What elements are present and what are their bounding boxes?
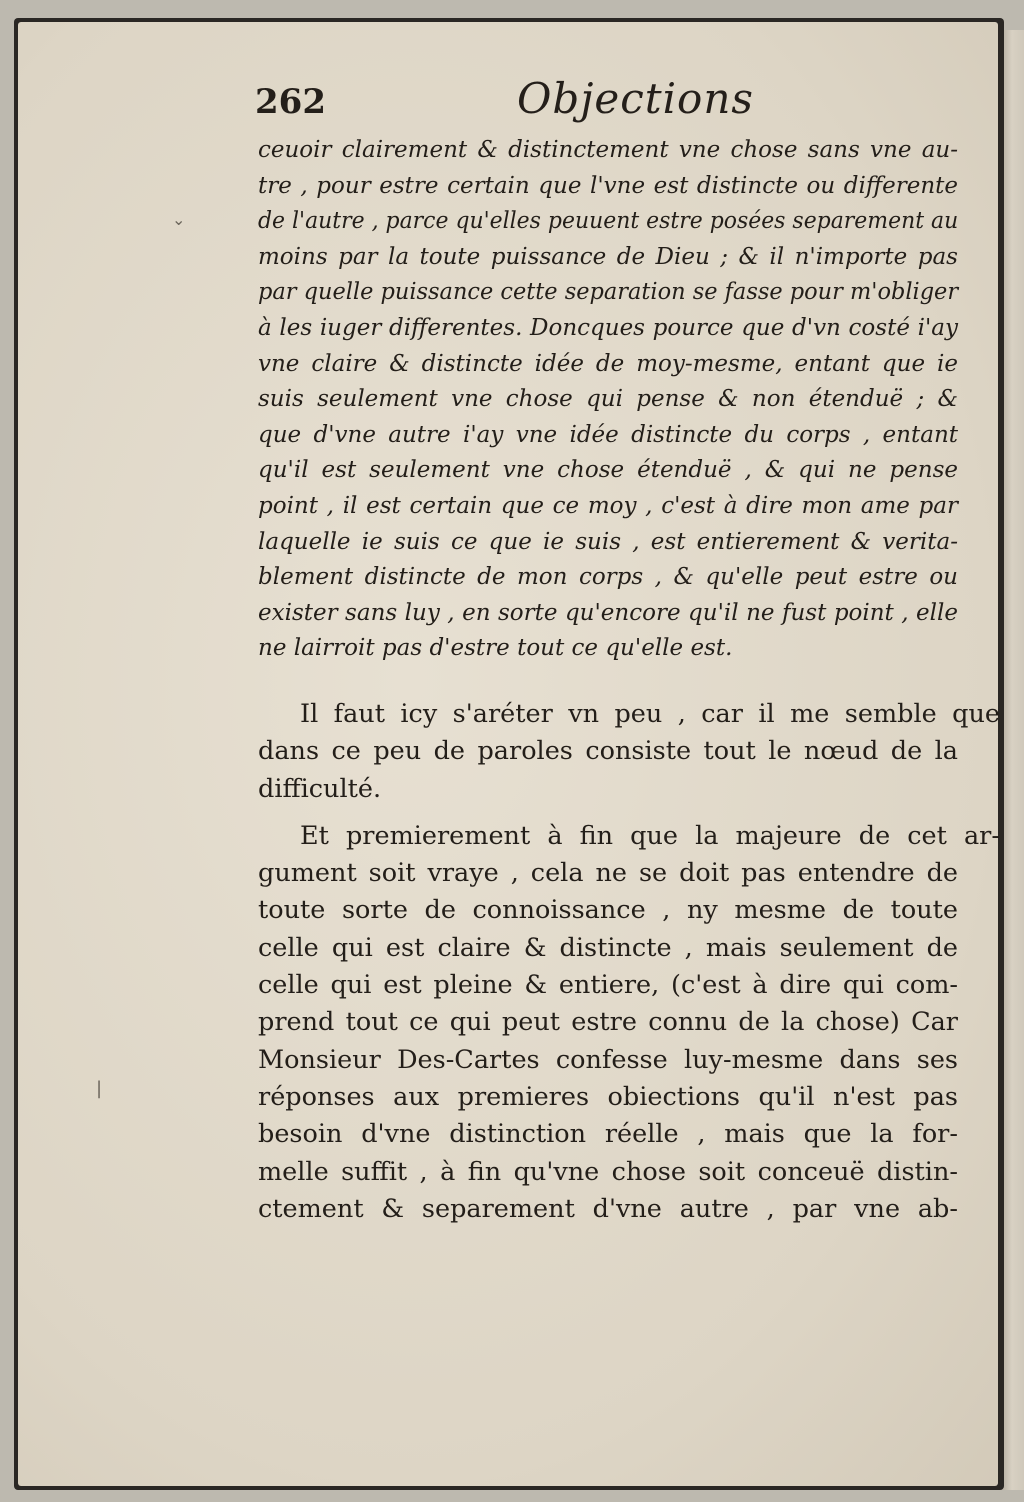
body-line: Monsieur Des-Cartes confesse luy-mesme dans ses xyxy=(258,1044,958,1075)
margin-mark: ⌄ xyxy=(172,210,186,229)
italic-line: de l'autre , parce qu'elles peuuent estre posées separement au xyxy=(258,208,959,235)
italic-line: suis seulement vne chose qui pense & non étenduë ; & xyxy=(258,386,958,413)
italic-line: moins par la toute puissance de Dieu ; & il n'importe pas xyxy=(258,243,958,270)
body-text xyxy=(258,696,1000,1228)
body-line: réponses aux premieres obiections qu'il n'est pas xyxy=(258,1081,958,1112)
body-line: gument soit vraye , cela ne se doit pas entendre de xyxy=(258,858,958,889)
body-line: dans ce peu de paroles consiste tout le nœud de la xyxy=(258,736,958,767)
body-line: difficulté. xyxy=(258,773,382,804)
italic-line: par quelle puissance cette separation se fasse pour m'obliger xyxy=(258,279,959,306)
italic-line: blement distincte de mon corps , & qu'elle peut estre ou xyxy=(258,564,958,591)
running-title: Objections xyxy=(517,74,754,123)
italic-line: à les iuger differentes. Doncques pource que d'vn costé i'ay xyxy=(258,314,958,341)
italic-line: point , il est certain que ce moy , c'est à dire mon ame par xyxy=(258,492,958,519)
italic-line: vne claire & distincte idée de moy-mesme, entant que ie xyxy=(258,350,958,377)
page-number: 262 xyxy=(255,82,326,122)
italic-line: que d'vne autre i'ay vne idée distincte du corps , entant xyxy=(258,421,958,448)
running-head xyxy=(255,72,955,132)
body-line: besoin d'vne distinction réelle , mais que la for- xyxy=(258,1119,958,1150)
italic-line: ne lairroit pas d'estre tout ce qu'elle est. xyxy=(258,635,733,662)
italic-line: laquelle ie suis ce que ie suis , est entierement & verita- xyxy=(258,528,958,555)
margin-mark: | xyxy=(96,1078,103,1099)
body-line: Et premierement à fin que la majeure de cet ar- xyxy=(300,820,1000,851)
body-line: celle qui est claire & distincte , mais seulement de xyxy=(258,932,958,963)
body-line: ctement & separement d'vne autre , par vne ab- xyxy=(258,1193,958,1224)
body-line: prend tout ce qui peut estre connu de la chose) Car xyxy=(258,1007,958,1038)
body-line: toute sorte de connoissance , ny mesme de toute xyxy=(258,895,958,926)
quoted-italic-passage xyxy=(258,133,958,667)
body-line: Il faut icy s'aréter vn peu , car il me semble que xyxy=(300,699,1000,729)
italic-line: exister sans luy , en sorte qu'encore qu'il ne fust point , elle xyxy=(258,599,958,626)
italic-line: tre , pour estre certain que l'vne est distincte ou differente xyxy=(258,172,958,199)
body-line: melle suffit , à fin qu'vne chose soit conceuë distin- xyxy=(258,1156,958,1187)
body-line: celle qui est pleine & entiere, (c'est à dire qui com- xyxy=(258,970,958,1001)
italic-line: ceuoir clairement & distinctement vne chose sans vne au- xyxy=(258,137,958,163)
italic-line: qu'il est seulement vne chose étenduë , & qui ne pense xyxy=(258,457,958,484)
paragraph xyxy=(258,696,1000,808)
paragraph xyxy=(258,818,1000,1228)
